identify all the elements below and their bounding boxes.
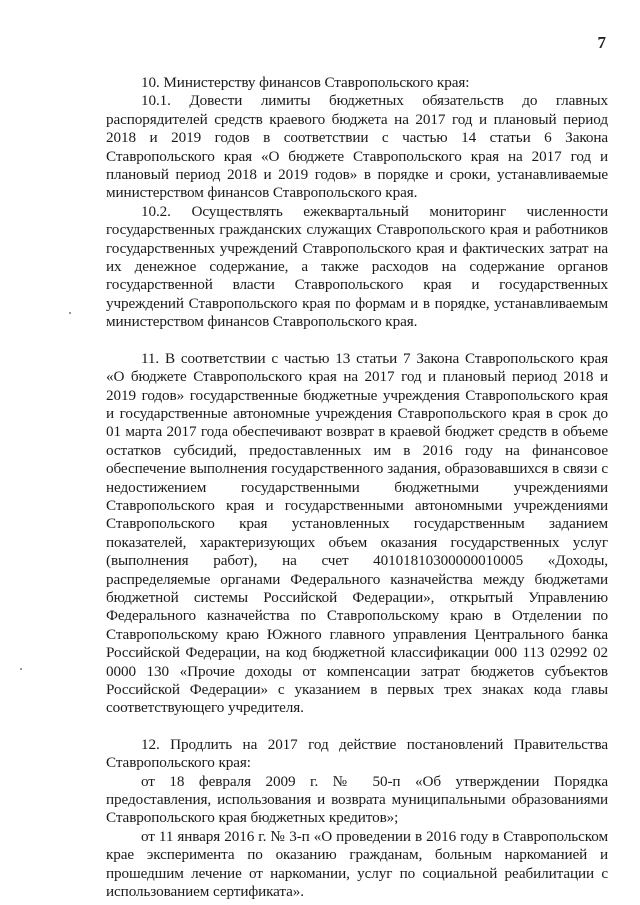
- paragraph-12-item-2: от 11 января 2016 г. № 3-п «О проведении в 2016 году в Ставропольском крае эксперимента по оказанию гражданам, больным наркоманией и прошедшим лечение от наркомании, услуг по социальной реабилитации с использованием сертификата».: [106, 827, 608, 901]
- paragraph-10-1: 10.1. Довести лимиты бюджетных обязательств до главных распорядителей средств краевого бюджета на 2017 год и плановый период 2018 и 2019 годов в соответствии с частью 14 статьи 6 Закона Ставропольского края «О бюджете Ставропольского края на 2017 год и плановый период 2018 и 2019 годов» в порядке и сроки, устанавливаемые министерством финансов Ставропольского края.: [106, 92, 608, 202]
- scan-speck: [69, 312, 71, 314]
- page-number: 7: [597, 33, 606, 52]
- scan-speck: [20, 668, 22, 670]
- paragraph-12-item-1: от 18 февраля 2009 г. № 50-п «Об утверждении Порядка предоставления, использования и возврата муниципальными образованиями Ставропольского края бюджетных кредитов»;: [106, 772, 608, 827]
- paragraph-12-heading: 12. Продлить на 2017 год действие постановлений Правительства Ставропольского края:: [106, 735, 608, 772]
- paragraph-10-heading: 10. Министерству финансов Ставропольского края:: [141, 74, 470, 91]
- paragraph-11: 11. В соответствии с частью 13 статьи 7 Закона Ставропольского края «О бюджете Ставропольского края на 2017 год и плановый период 2018 и 2019 годов» государственные бюджетные учреждения Ставропольского края и государственные автономные учреждения Ставропольского края в срок до 01 марта 2017 года обеспечивают возврат в краевой бюджет средств в объеме остатков субсидий, предоставленных им в 2016 году на финансовое обеспечение выполнения государственного задания, образовавшихся в связи с недостижением государственными бюджетными учреждениями Ставропольского края и государственными автономными учреждениями Ставропольского края установленных государственным заданием показателей, характеризующих объем оказания государственных услуг (выполнения работ), на счет 40101810300000010005 «Доходы, распределяемые органами Федерального казначейства между бюджетами бюджетной системы Российской Федерации», открытый Управлению Федерального казначейства по Ставропольскому краю в Отделении по Ставропольскому краю Южного главного управления Центрального банка Российской Федерации, на код бюджетной классификации 000 113 02992 02 0000 130 «Прочие доходы от компенсации затрат бюджетов субъектов Российской Федерации» с указанием в первых трех знаках кода главы соответствующего учредителя.: [106, 349, 608, 717]
- document-body: [106, 74, 608, 901]
- paragraph-10-2: 10.2. Осуществлять ежеквартальный мониторинг численности государственных гражданских служащих Ставропольского края и работников государственных учреждений Ставропольского края и фактических затрат на их денежное содержание, а также расходов на содержание органов государственной власти Ставропольского края и государственных учреждений Ставропольского края по формам и в порядке, устанавливаемым министерством финансов Ставропольского края.: [106, 202, 608, 331]
